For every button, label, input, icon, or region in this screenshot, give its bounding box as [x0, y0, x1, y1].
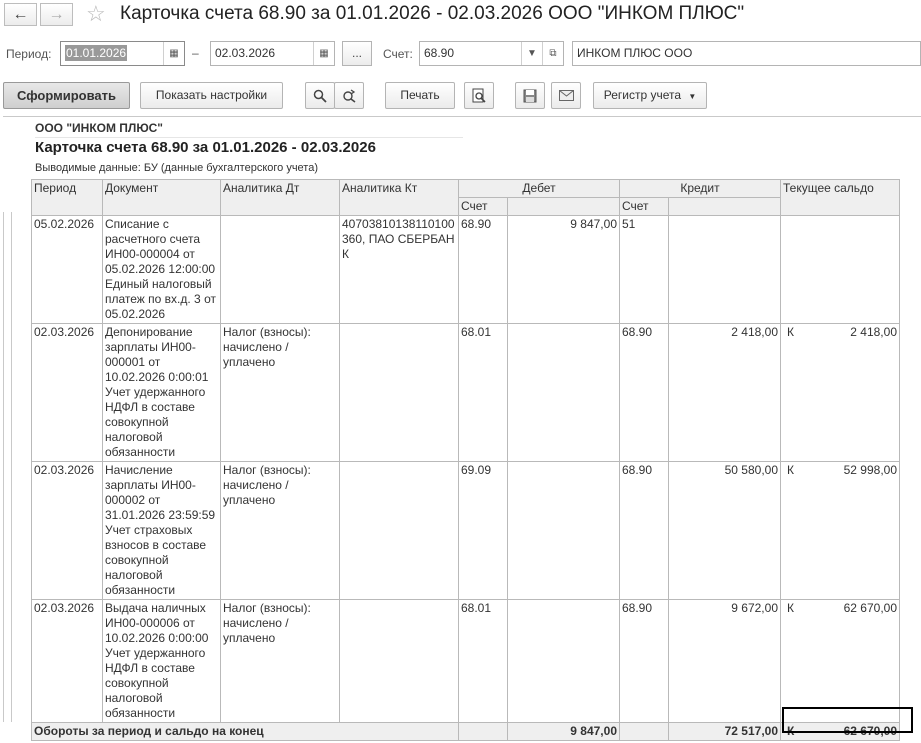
cell-debit-account: 68.90 [459, 216, 508, 324]
cell-debit-account: 68.01 [459, 600, 508, 723]
balance-side: К [787, 463, 794, 477]
cell-period: 02.03.2026 [32, 324, 103, 462]
header-analytics-dt: Аналитика Дт [221, 180, 340, 216]
account-value: 68.90 [424, 46, 455, 60]
cell-credit-account: 68.90 [620, 600, 669, 723]
cell-credit-amount: 50 580,00 [669, 462, 781, 600]
cell-debit-amount [508, 462, 620, 600]
calendar-icon[interactable]: ▦ [163, 42, 184, 65]
print-button[interactable]: Печать [385, 82, 455, 109]
total-balance-side: К [787, 724, 795, 738]
total-debit-account [459, 723, 508, 741]
cell-credit-account: 68.90 [620, 324, 669, 462]
search-next-icon [342, 89, 356, 103]
register-label: Регистр учета [603, 88, 682, 102]
total-credit-account [620, 723, 669, 741]
cell-debit-amount [508, 324, 620, 462]
period-label: Период: [6, 47, 52, 61]
header-analytics-kt: Аналитика Кт [340, 180, 459, 216]
row-group-line [3, 212, 4, 722]
table-row[interactable] [32, 324, 900, 462]
back-button[interactable] [4, 3, 37, 26]
total-debit: 9 847,00 [508, 723, 620, 741]
title-bar [0, 0, 921, 32]
window-title: Карточка счета 68.90 за 01.01.2026 - 02.03.2026 ООО "ИНКОМ ПЛЮС" [120, 3, 745, 24]
floppy-disk-icon [523, 89, 537, 103]
cell-credit-amount [669, 216, 781, 324]
report-title: Карточка счета 68.90 за 01.01.2026 - 02.03.2026 [35, 139, 376, 156]
cell-analytics-dt [221, 216, 340, 324]
header-debit-account: Счет [459, 198, 508, 216]
envelope-icon [559, 90, 574, 101]
cell-document[interactable]: Начисление зарплаты ИН00-000002 от 31.01.2026 23:59:59 Учет страховых взносов в составе совокупной налоговой обязанности [103, 462, 221, 600]
date-from-field[interactable] [60, 41, 185, 66]
period-dash: – [192, 46, 199, 60]
header-period: Период [32, 180, 103, 216]
cell-document[interactable]: Депонирование зарплаты ИН00-000001 от 10.02.2026 0:00:01 Учет удержанного НДФЛ в составе совокупной налоговой обязанности [103, 324, 221, 462]
table-row[interactable] [32, 600, 900, 723]
cell-analytics-kt [340, 462, 459, 600]
search-button[interactable] [305, 82, 335, 109]
cell-analytics-dt: Налог (взносы): начислено / уплачено [221, 600, 340, 723]
forward-button[interactable] [40, 3, 73, 26]
organization-value: ИНКОМ ПЛЮС ООО [577, 46, 693, 60]
balance-amount: 52 998,00 [843, 463, 897, 477]
header-credit-account: Счет [620, 198, 669, 216]
arrow-right-icon: → [48, 6, 65, 23]
send-email-button[interactable] [551, 82, 581, 109]
cell-document[interactable]: Выдача наличных ИН00-000006 от 10.02.2026 0:00:00 Учет удержанного НДФЛ в составе совокупной налоговой обязанности [103, 600, 221, 723]
cell-period: 02.03.2026 [32, 462, 103, 600]
period-select-button[interactable]: ... [342, 41, 372, 66]
header-balance: Текущее сальдо [781, 180, 900, 216]
cell-analytics-kt [340, 324, 459, 462]
total-balance-amount: 62 670,00 [843, 724, 897, 738]
chevron-down-icon[interactable]: ▼ [521, 42, 542, 65]
header-credit-amount [669, 198, 781, 216]
cell-balance [781, 600, 900, 723]
total-row[interactable] [32, 723, 900, 741]
header-debit: Дебет [459, 180, 620, 198]
selected-cell-frame [782, 707, 913, 733]
cell-debit-amount: 9 847,00 [508, 216, 620, 324]
report-table [31, 179, 900, 741]
date-to-field[interactable] [210, 41, 335, 66]
total-credit: 72 517,00 [669, 723, 781, 741]
cell-credit-amount: 9 672,00 [669, 600, 781, 723]
cell-debit-account: 69.09 [459, 462, 508, 600]
cell-period: 02.03.2026 [32, 600, 103, 723]
cell-balance [781, 324, 900, 462]
date-from-value: 01.01.2026 [66, 46, 127, 60]
cell-debit-amount [508, 600, 620, 723]
balance-amount: 2 418,00 [850, 325, 897, 339]
search-next-button[interactable] [334, 82, 364, 109]
cell-credit-amount: 2 418,00 [669, 324, 781, 462]
report-subtitle: Выводимые данные: БУ (данные бухгалтерского учета) [35, 162, 318, 174]
search-icon [313, 89, 327, 103]
calendar-icon[interactable]: ▦ [313, 42, 334, 65]
cell-analytics-dt: Налог (взносы): начислено / уплачено [221, 324, 340, 462]
cell-balance [781, 216, 900, 324]
report-area [3, 116, 921, 743]
report-organization: ООО "ИНКОМ ПЛЮС" [35, 121, 463, 138]
cell-period: 05.02.2026 [32, 216, 103, 324]
chevron-down-icon: ▼ [688, 92, 697, 101]
cell-credit-account: 51 [620, 216, 669, 324]
row-group-line [11, 212, 12, 722]
cell-analytics-dt: Налог (взносы): начислено / уплачено [221, 462, 340, 600]
cell-credit-account: 68.90 [620, 462, 669, 600]
header-credit: Кредит [620, 180, 781, 198]
total-label: Обороты за период и сальдо на конец [32, 723, 459, 741]
arrow-left-icon: ← [12, 6, 29, 23]
balance-amount: 62 670,00 [843, 601, 897, 615]
header-debit-amount [508, 198, 620, 216]
print-preview-icon [472, 88, 486, 104]
organization-field[interactable] [572, 41, 921, 66]
balance-side: К [787, 601, 794, 615]
header-document: Документ [103, 180, 221, 216]
star-icon[interactable]: ☆ [86, 1, 106, 26]
cell-document[interactable]: Списание с расчетного счета ИН00-000004 от 05.02.2026 12:00:00 Единый налоговый платеж по вх.д. 3 от 05.02.2026 [103, 216, 221, 324]
generate-button[interactable]: Сформировать [3, 82, 130, 109]
account-field[interactable] [419, 41, 564, 66]
account-label: Счет: [383, 47, 413, 61]
cell-analytics-kt: 40703810138110100360, ПАО СБЕРБАНК [340, 216, 459, 324]
save-button[interactable] [515, 82, 545, 109]
show-settings-button[interactable]: Показать настройки [140, 82, 283, 109]
register-dropdown-button[interactable] [593, 82, 707, 109]
balance-side: К [787, 325, 794, 339]
date-to-value: 02.03.2026 [215, 46, 276, 60]
cell-debit-account: 68.01 [459, 324, 508, 462]
open-icon[interactable]: ⧉ [542, 42, 563, 65]
cell-balance [781, 462, 900, 600]
cell-analytics-kt [340, 600, 459, 723]
table-row[interactable] [32, 462, 900, 600]
table-row[interactable] [32, 216, 900, 324]
preview-button[interactable] [464, 82, 494, 109]
